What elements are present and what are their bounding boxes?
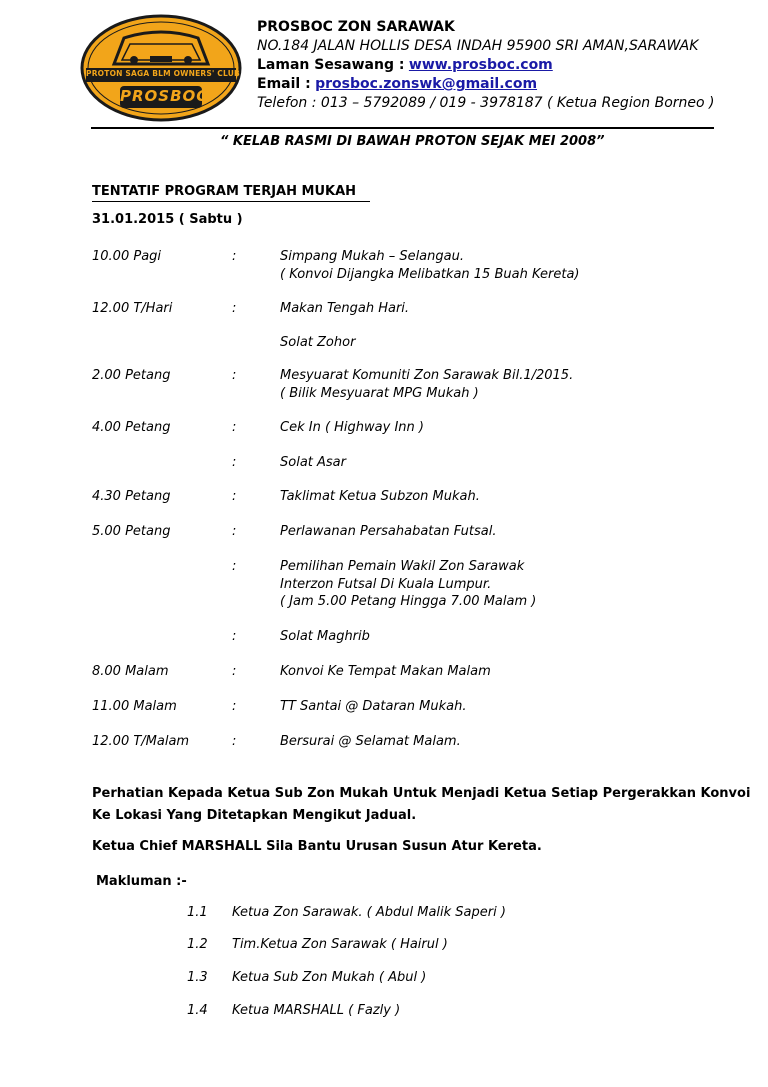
schedule-separator: : bbox=[232, 301, 237, 316]
schedule-separator: : bbox=[232, 559, 237, 574]
email-line bbox=[257, 75, 714, 94]
makluman-item-number: 1.1 bbox=[187, 905, 208, 920]
org-address: NO.184 JALAN HOLLIS DESA INDAH 95900 SRI AMAN,SARAWAK bbox=[257, 38, 699, 54]
schedule-description-line: Konvoi Ke Tempat Makan Malam bbox=[280, 664, 491, 679]
makluman-item-text: Ketua Zon Sarawak. ( Abdul Malik Saperi ) bbox=[232, 905, 506, 920]
schedule-time: 10.00 Pagi bbox=[92, 249, 162, 264]
makluman-item-text: Tim.Ketua Zon Sarawak ( Hairul ) bbox=[232, 937, 448, 952]
makluman-item-number: 1.2 bbox=[187, 937, 208, 952]
schedule-time: 4.00 Petang bbox=[92, 420, 171, 435]
schedule-separator: : bbox=[232, 524, 237, 539]
schedule-description-line: Mesyuarat Komuniti Zon Sarawak Bil.1/2015. bbox=[280, 368, 574, 383]
schedule-description bbox=[280, 248, 580, 283]
makluman-item-text: Ketua Sub Zon Mukah ( Abul ) bbox=[232, 970, 427, 985]
makluman-item-text: Ketua MARSHALL ( Fazly ) bbox=[232, 1003, 401, 1018]
schedule-description bbox=[280, 419, 424, 437]
schedule-description bbox=[280, 367, 573, 402]
schedule-description-line: ( Jam 5.00 Petang Hingga 7.00 Malam ) bbox=[280, 594, 537, 609]
schedule-time: 8.00 Malam bbox=[92, 664, 169, 679]
schedule-separator: : bbox=[232, 420, 237, 435]
schedule-description bbox=[280, 558, 536, 611]
website-link[interactable]: www.prosboc.com bbox=[408, 57, 553, 73]
schedule-description-line: Simpang Mukah – Selangau. bbox=[280, 249, 464, 264]
website-line bbox=[257, 56, 714, 75]
program-title: TENTATIF PROGRAM TERJAH MUKAH bbox=[92, 183, 370, 202]
schedule-description-line: Solat Maghrib bbox=[280, 629, 370, 644]
schedule-time: 4.30 Petang bbox=[92, 489, 171, 504]
prosboc-logo bbox=[80, 14, 242, 122]
schedule-separator: : bbox=[232, 455, 237, 470]
schedule-description-line: Solat Zohor bbox=[280, 335, 356, 350]
schedule-description bbox=[280, 334, 355, 352]
schedule-description bbox=[280, 523, 497, 541]
marshall-note: Ketua Chief MARSHALL Sila Bantu Urusan Susun Atur Kereta. bbox=[92, 839, 542, 854]
program-date: 31.01.2015 ( Sabtu ) bbox=[92, 212, 243, 227]
schedule-description bbox=[280, 454, 346, 472]
org-name: PROSBOC ZON SARAWAK bbox=[257, 19, 455, 35]
phone-line: Telefon : 013 – 5792089 / 019 - 3978187 ( Ketua Region Borneo ) bbox=[257, 95, 715, 111]
schedule-time: 12.00 T/Hari bbox=[92, 301, 173, 316]
schedule-description-line: Interzon Futsal Di Kuala Lumpur. bbox=[280, 576, 492, 592]
makluman-heading: Makluman :- bbox=[96, 874, 187, 889]
logo-brand-text: PROSBOC bbox=[120, 87, 209, 105]
schedule-description-line: ( Konvoi Dijangka Melibatkan 15 Buah Kereta) bbox=[280, 266, 580, 282]
logo-top-text: PROTON SAGA BLM OWNERS' CLUB bbox=[86, 69, 240, 78]
schedule-description bbox=[280, 488, 480, 506]
schedule-time: 5.00 Petang bbox=[92, 524, 171, 539]
schedule-separator: : bbox=[232, 629, 237, 644]
schedule-description-line: Perlawanan Persahabatan Futsal. bbox=[280, 524, 497, 539]
schedule-separator: : bbox=[232, 664, 237, 679]
logo-emblem-icon bbox=[80, 14, 242, 122]
schedule-separator: : bbox=[232, 249, 237, 264]
notice-line-1: Perhatian Kepada Ketua Sub Zon Mukah Untuk Menjadi Ketua Setiap Pergerakkan Konvoi bbox=[92, 786, 751, 801]
email-label: Email : bbox=[257, 76, 311, 92]
schedule-description-line: Cek In ( Highway Inn ) bbox=[280, 420, 424, 435]
schedule-description-line: TT Santai @ Dataran Mukah. bbox=[280, 699, 467, 714]
website-label: Laman Sesawang : bbox=[257, 57, 405, 73]
notice-paragraph bbox=[92, 783, 750, 827]
letterhead bbox=[257, 18, 714, 113]
schedule-description-line: Bersurai @ Selamat Malam. bbox=[280, 734, 461, 749]
makluman-item-number: 1.4 bbox=[187, 1003, 208, 1018]
schedule-time: 11.00 Malam bbox=[92, 699, 177, 714]
schedule-description bbox=[280, 663, 491, 681]
club-motto: “ KELAB RASMI DI BAWAH PROTON SEJAK MEI 2008” bbox=[220, 134, 605, 149]
header-divider bbox=[91, 127, 714, 129]
schedule-separator: : bbox=[232, 489, 237, 504]
schedule-separator: : bbox=[232, 734, 237, 749]
schedule-description bbox=[280, 628, 370, 646]
schedule-description-line: Solat Asar bbox=[280, 455, 346, 470]
schedule-description-line: Makan Tengah Hari. bbox=[280, 301, 410, 316]
schedule-time: 12.00 T/Malam bbox=[92, 734, 190, 749]
schedule-description bbox=[280, 733, 461, 751]
makluman-item-number: 1.3 bbox=[187, 970, 208, 985]
schedule-separator: : bbox=[232, 699, 237, 714]
schedule-description-line: ( Bilik Mesyuarat MPG Mukah ) bbox=[280, 385, 479, 401]
schedule-description-line: Taklimat Ketua Subzon Mukah. bbox=[280, 489, 480, 504]
schedule-time: 2.00 Petang bbox=[92, 368, 171, 383]
schedule-description-line: Pemilihan Pemain Wakil Zon Sarawak bbox=[280, 559, 525, 574]
schedule-description bbox=[280, 698, 466, 716]
schedule-description bbox=[280, 300, 409, 318]
notice-line-2: Ke Lokasi Yang Ditetapkan Mengikut Jadual. bbox=[92, 808, 417, 823]
email-link[interactable]: prosboc.zonswk@gmail.com bbox=[315, 76, 538, 92]
schedule-separator: : bbox=[232, 368, 237, 383]
